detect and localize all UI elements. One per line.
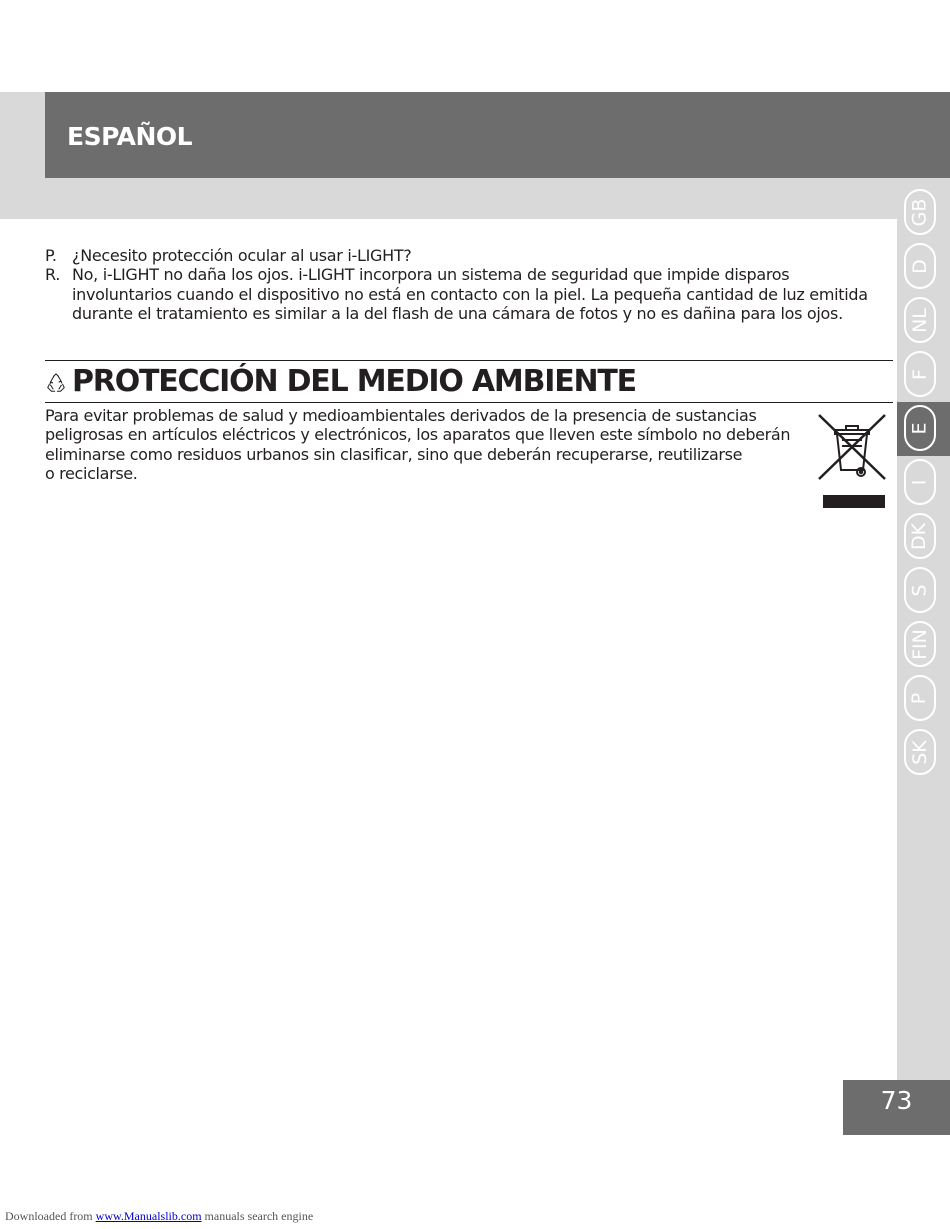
- language-tab-i[interactable]: [904, 459, 936, 505]
- footer-suffix: manuals search engine: [204, 1209, 314, 1223]
- language-tab-d[interactable]: [904, 243, 936, 289]
- language-tab-fin[interactable]: [904, 621, 936, 667]
- section-heading: [45, 364, 636, 400]
- language-tab-e[interactable]: [904, 405, 936, 451]
- environment-paragraph: [45, 406, 815, 483]
- language-code: DK: [908, 522, 931, 550]
- footer: [5, 1209, 313, 1224]
- language-tab-f[interactable]: [904, 351, 936, 397]
- language-code: S: [908, 583, 931, 597]
- answer-marker: R.: [45, 265, 61, 285]
- paragraph-line: o reciclarse.: [45, 463, 138, 483]
- language-tab-p[interactable]: [904, 675, 936, 721]
- footer-prefix: Downloaded from: [5, 1209, 93, 1223]
- language-code: P: [908, 692, 931, 704]
- language-code: E: [908, 421, 931, 435]
- crossed-out-bin-icon: [816, 412, 888, 512]
- language-code: I: [908, 479, 931, 485]
- language-tab-dk[interactable]: [904, 513, 936, 559]
- language-tab-sk[interactable]: [904, 729, 936, 775]
- faq-question: [45, 246, 885, 265]
- page-number-box: [843, 1080, 950, 1135]
- language-code: SK: [908, 739, 931, 765]
- language-tab-nl[interactable]: [904, 297, 936, 343]
- language-tab-gb[interactable]: [904, 189, 936, 235]
- section-top-rule: [45, 360, 893, 361]
- recycle-icon: [45, 372, 67, 394]
- language-code: D: [908, 258, 931, 274]
- paragraph-line: peligrosas en artículos eléctricos y electrónicos, los aparatos que lleven este símbolo no deberán: [45, 425, 791, 445]
- section-bottom-rule: [45, 402, 893, 403]
- footer-link[interactable]: www.Manualslib.com: [95, 1209, 202, 1223]
- language-code: NL: [908, 307, 931, 333]
- answer-text: No, i-LIGHT no daña los ojos. i-LIGHT incorpora un sistema de seguridad que impide disparos involuntarios cuando el dispositivo no está en contacto con la piel. La pequeña cantidad de luz emitida durante el tratamiento es similar a la del flash de una cámara de fotos y no es dañina para los ojos.: [72, 265, 868, 323]
- language-tab-s[interactable]: [904, 567, 936, 613]
- faq-item: [45, 246, 885, 323]
- faq-answer: [45, 265, 885, 323]
- language-header: [45, 92, 950, 178]
- language-code: GB: [908, 198, 931, 226]
- question-marker: P.: [45, 246, 57, 265]
- page-title: ESPAÑOL: [67, 122, 193, 151]
- paragraph-line: Para evitar problemas de salud y medioambientales derivados de la presencia de sustancias: [45, 406, 757, 425]
- page-number: 73: [880, 1086, 913, 1115]
- language-code: F: [908, 368, 931, 380]
- paragraph-line: eliminarse como residuos urbanos sin clasificar, sino que deberán recuperarse, reutilizarse: [45, 444, 743, 464]
- section-title: PROTECCIÓN DEL MEDIO AMBIENTE: [72, 364, 636, 399]
- question-text: ¿Necesito protección ocular al usar i-LIGHT?: [72, 246, 412, 265]
- language-code: FIN: [908, 628, 931, 660]
